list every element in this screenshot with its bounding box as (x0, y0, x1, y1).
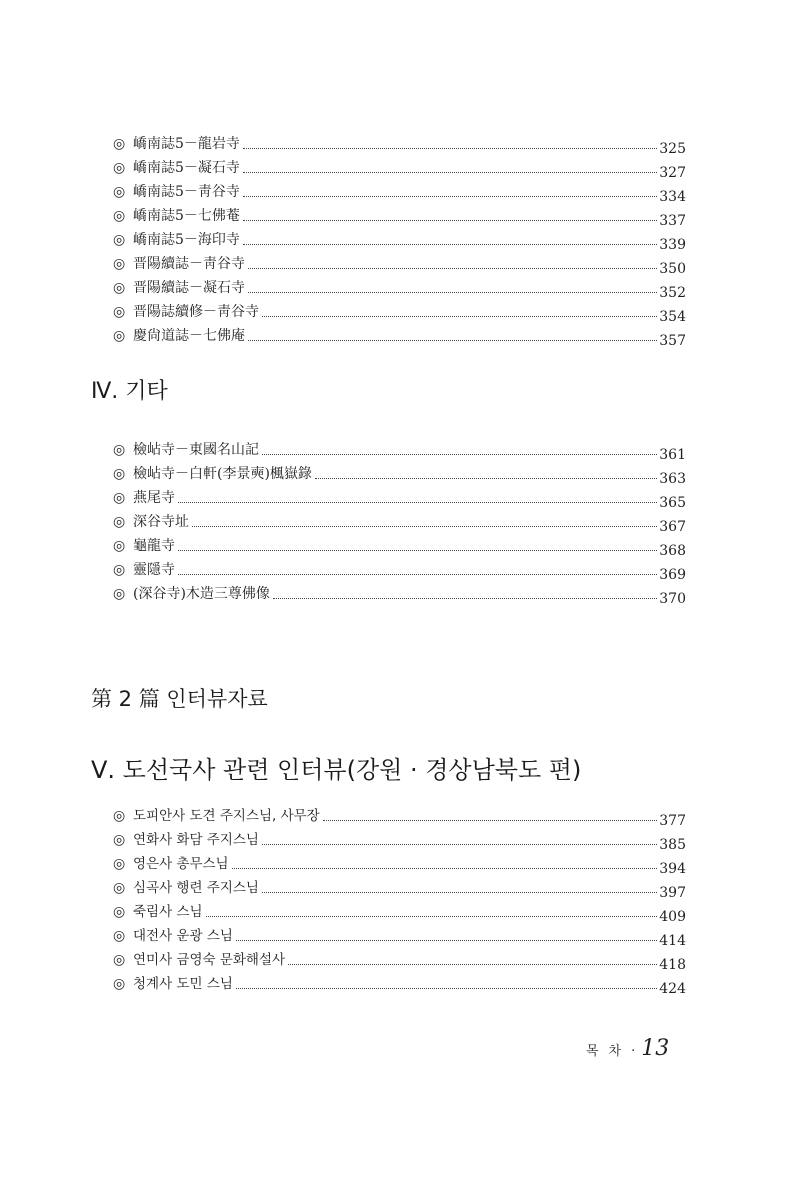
entry-page: 370 (659, 591, 686, 607)
entry-page: 385 (659, 837, 686, 853)
entry-title: 청계사 도민 스님 (133, 976, 233, 992)
toc-entry[interactable] (113, 578, 686, 607)
entry-page: 418 (659, 957, 686, 973)
dot-leader (248, 267, 657, 269)
entry-title: 도피안사 도견 주지스님, 사무장 (133, 808, 320, 824)
bullet-icon: ◎ (113, 952, 126, 968)
toc-list-gyonamji (113, 128, 686, 349)
dot-leader (315, 477, 657, 479)
dot-leader (273, 597, 657, 599)
dot-leader (178, 501, 657, 503)
bullet-icon: ◎ (113, 976, 126, 992)
entry-page: 350 (659, 261, 686, 277)
toc-entry[interactable] (113, 224, 686, 253)
toc-entry[interactable] (113, 272, 686, 301)
bullet-icon: ◎ (113, 586, 126, 602)
dot-leader (323, 819, 658, 821)
entry-page: 394 (659, 861, 686, 877)
entry-page: 424 (659, 981, 686, 997)
entry-page: 363 (659, 471, 686, 487)
toc-entry[interactable] (113, 800, 686, 829)
entry-title: 晋陽誌續修－靑谷寺 (133, 304, 259, 320)
bullet-icon: ◎ (113, 856, 126, 872)
toc-entry[interactable] (113, 554, 686, 583)
entry-title: 심곡사 행련 주지스님 (133, 880, 259, 896)
entry-title: 대전사 운광 스님 (133, 928, 233, 944)
bullet-icon: ◎ (113, 328, 126, 344)
section-heading-etc: Ⅳ. 기타 (91, 379, 168, 404)
bullet-icon: ◎ (113, 184, 126, 200)
entry-title: 영은사 총무스님 (133, 856, 229, 872)
entry-page: 357 (659, 333, 686, 349)
bullet-icon: ◎ (113, 490, 126, 506)
page-footer (586, 1036, 669, 1061)
entry-title: 燕尾寺 (133, 490, 175, 506)
toc-entry[interactable] (113, 248, 686, 277)
bullet-icon: ◎ (113, 160, 126, 176)
entry-page: 352 (659, 285, 686, 301)
entry-page: 354 (659, 309, 686, 325)
bullet-icon: ◎ (113, 538, 126, 554)
dot-leader (248, 339, 657, 341)
entry-page: 327 (659, 165, 686, 181)
entry-page: 339 (659, 237, 686, 253)
bullet-icon: ◎ (113, 562, 126, 578)
entry-page: 368 (659, 543, 686, 559)
section-heading-interviews: Ⅴ. 도선국사 관련 인터뷰(강원 · 경상남북도 편) (91, 756, 582, 784)
bullet-icon: ◎ (113, 880, 126, 896)
entry-title: 龜龍寺 (133, 538, 175, 554)
toc-entry[interactable] (113, 920, 686, 949)
entry-page: 361 (659, 447, 686, 463)
entry-title: 靈隱寺 (133, 562, 175, 578)
toc-entry[interactable] (113, 458, 686, 487)
dot-leader (243, 195, 657, 197)
dot-leader (243, 171, 657, 173)
entry-title: 嶠南誌5－七佛菴 (133, 208, 240, 224)
dot-leader (262, 315, 657, 317)
bullet-icon: ◎ (113, 232, 126, 248)
bullet-icon: ◎ (113, 832, 126, 848)
dot-leader (288, 963, 657, 965)
footer-separator: · (631, 1044, 636, 1059)
toc-list-etc (113, 434, 686, 607)
entry-title: 嶠南誌5－靑谷寺 (133, 184, 240, 200)
bullet-icon: ◎ (113, 442, 126, 458)
footer-page-number: 13 (641, 1036, 670, 1061)
entry-page: 337 (659, 213, 686, 229)
toc-entry[interactable] (113, 434, 686, 463)
toc-entry[interactable] (113, 848, 686, 877)
part-heading: 第 2 篇 인터뷰자료 (91, 687, 268, 711)
toc-entry[interactable] (113, 128, 686, 157)
dot-leader (243, 243, 657, 245)
toc-list-interviews (113, 800, 686, 997)
entry-title: 嶠南誌5－凝石寺 (133, 160, 240, 176)
entry-title: 檢岾寺－東國名山記 (133, 442, 259, 458)
entry-page: 367 (659, 519, 686, 535)
bullet-icon: ◎ (113, 808, 126, 824)
bullet-icon: ◎ (113, 304, 126, 320)
toc-entry[interactable] (113, 944, 686, 973)
entry-page: 334 (659, 189, 686, 205)
dot-leader (262, 453, 657, 455)
dot-leader (262, 843, 657, 845)
entry-page: 365 (659, 495, 686, 511)
entry-title: 죽림사 스님 (133, 904, 203, 920)
entry-page: 409 (659, 909, 686, 925)
toc-entry[interactable] (113, 482, 686, 511)
dot-leader (243, 147, 657, 149)
toc-entry[interactable] (113, 530, 686, 559)
bullet-icon: ◎ (113, 256, 126, 272)
entry-title: 深谷寺址 (133, 514, 189, 530)
dot-leader (236, 987, 657, 989)
entry-title: 연화사 화담 주지스님 (133, 832, 259, 848)
toc-entry[interactable] (113, 896, 686, 925)
toc-entry[interactable] (113, 320, 686, 349)
dot-leader (248, 291, 657, 293)
dot-leader (232, 867, 658, 869)
entry-page: 325 (659, 141, 686, 157)
bullet-icon: ◎ (113, 928, 126, 944)
dot-leader (243, 219, 657, 221)
bullet-icon: ◎ (113, 904, 126, 920)
entry-page: 414 (659, 933, 686, 949)
entry-page: 397 (659, 885, 686, 901)
dot-leader (178, 573, 657, 575)
bullet-icon: ◎ (113, 136, 126, 152)
toc-entry[interactable] (113, 176, 686, 205)
dot-leader (206, 915, 658, 917)
dot-leader (192, 525, 657, 527)
entry-title: 嶠南誌5－龍岩寺 (133, 136, 240, 152)
toc-entry[interactable] (113, 824, 686, 853)
dot-leader (178, 549, 657, 551)
toc-entry[interactable] (113, 872, 686, 901)
entry-title: 嶠南誌5－海印寺 (133, 232, 240, 248)
toc-entry[interactable] (113, 506, 686, 535)
entry-title: 慶尙道誌－七佛庵 (133, 328, 245, 344)
footer-label: 목차 (586, 1044, 632, 1059)
toc-entry[interactable] (113, 152, 686, 181)
entry-title: 檢岾寺－白軒(李景奭)楓嶽錄 (133, 466, 312, 482)
toc-entry[interactable] (113, 968, 686, 997)
entry-page: 369 (659, 567, 686, 583)
entry-title: 晋陽續誌－凝石寺 (133, 280, 245, 296)
bullet-icon: ◎ (113, 208, 126, 224)
entry-page: 377 (659, 813, 686, 829)
dot-leader (236, 939, 657, 941)
bullet-icon: ◎ (113, 514, 126, 530)
dot-leader (262, 891, 657, 893)
bullet-icon: ◎ (113, 466, 126, 482)
toc-entry[interactable] (113, 296, 686, 325)
entry-title: (深谷寺)木造三尊佛像 (133, 586, 270, 602)
entry-title: 晋陽續誌－靑谷寺 (133, 256, 245, 272)
bullet-icon: ◎ (113, 280, 126, 296)
entry-title: 연미사 금영숙 문화해설사 (133, 952, 286, 968)
toc-entry[interactable] (113, 200, 686, 229)
